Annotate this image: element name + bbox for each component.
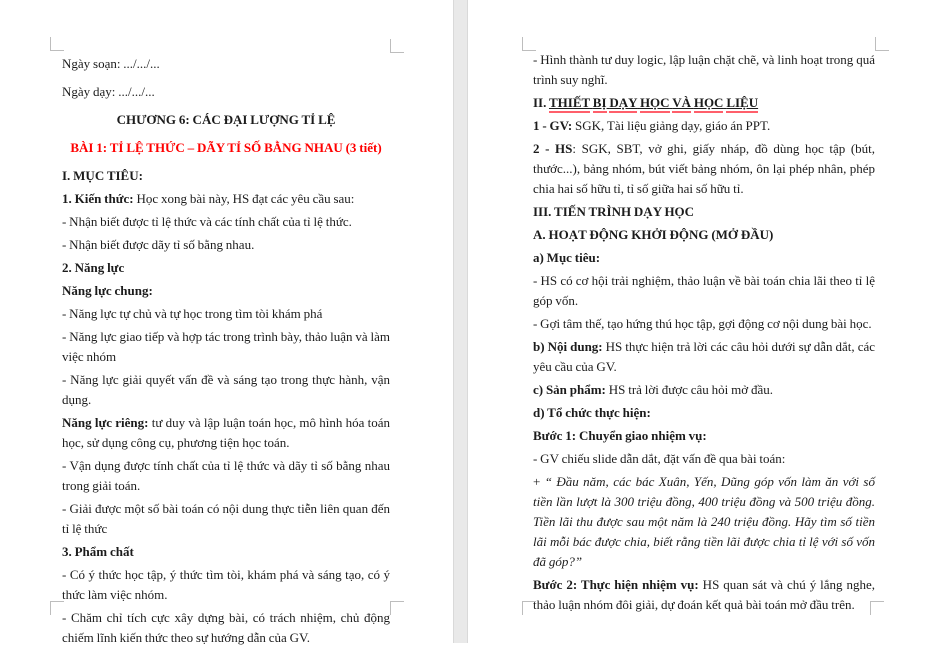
paragraph[interactable]	[62, 370, 390, 410]
text-run: - Vận dụng được tính chất của tỉ lệ thức và dãy tỉ số bằng nhau trong giải toán.	[62, 458, 390, 493]
paragraph[interactable]	[62, 542, 390, 562]
text-run: d) Tổ chức thực hiện:	[533, 405, 651, 420]
crop-mark	[390, 39, 404, 53]
paragraph[interactable]	[62, 138, 390, 158]
paragraph[interactable]	[533, 426, 875, 446]
paragraph[interactable]	[62, 82, 390, 102]
text-run: - Nhận biết được tỉ lệ thức và các tính chất của tỉ lệ thức.	[62, 214, 352, 229]
paragraph[interactable]	[62, 608, 390, 648]
spellcheck-underlined-word: THIẾT	[549, 95, 590, 113]
crop-mark	[522, 601, 536, 615]
crop-mark	[390, 601, 404, 615]
text-run: a) Mục tiêu:	[533, 250, 601, 265]
paragraph[interactable]	[533, 50, 875, 90]
text-run: - Năng lực giao tiếp và hợp tác trong trình bày, thảo luận và làm việc nhóm	[62, 329, 390, 364]
page-1-text-area[interactable]	[62, 54, 390, 651]
text-run: c) Sản phẩm:	[533, 382, 606, 397]
paragraph[interactable]	[62, 54, 390, 74]
text-run: 1 - GV:	[533, 118, 573, 133]
text-run: Năng lực chung:	[62, 283, 153, 298]
crop-mark	[522, 37, 536, 51]
text-run: I. MỤC TIÊU:	[62, 168, 143, 183]
crop-mark	[875, 37, 889, 51]
text-run: - Hình thành tư duy logic, lập luận chặt chẽ, và linh hoạt trong quá trình suy nghĩ.	[533, 52, 875, 87]
paragraph[interactable]	[62, 212, 390, 232]
paragraph[interactable]	[533, 337, 875, 377]
text-run: - HS có cơ hội trải nghiệm, thảo luận về bài toán chia lãi theo tỉ lệ góp vốn.	[533, 273, 875, 308]
text-run: - Năng lực giải quyết vấn đề và sáng tạo trong thực hành, vận dụng.	[62, 372, 390, 407]
spellcheck-underlined-word: HỌC	[640, 95, 670, 113]
paragraph[interactable]	[62, 258, 390, 278]
text-run: Học xong bài này, HS đạt các yêu cầu sau:	[133, 191, 355, 206]
text-run: SGK, Tài liệu giảng dạy, giáo án PPT.	[572, 118, 771, 133]
text-run: - Năng lực tự chủ và tự học trong tìm tòi khám phá	[62, 306, 323, 321]
paragraph[interactable]	[62, 166, 390, 186]
text-run: HS quan sát và chú ý lắng nghe, thảo luận nhóm đôi giải, dự đoán kết quả bài toán mở đầu trên.	[533, 577, 875, 612]
paragraph[interactable]	[62, 281, 390, 301]
text-run: 3. Phẩm chất	[62, 544, 134, 559]
text-run: BÀI 1: TỈ LỆ THỨC – DÃY TỈ SỐ BẰNG NHAU (3 tiết)	[70, 140, 382, 155]
text-run: - Có ý thức học tập, ý thức tìm tòi, khám phá và sáng tạo, có ý thức làm việc nhóm.	[62, 567, 390, 602]
paragraph[interactable]	[533, 139, 875, 199]
text-run: 2. Năng lực	[62, 260, 125, 275]
paragraph[interactable]	[62, 189, 390, 209]
paragraph[interactable]	[533, 202, 875, 222]
text-run: Bước 1: Chuyển giao nhiệm vụ:	[533, 428, 707, 443]
text-run: - Gợi tâm thế, tạo hứng thú học tập, gợi động cơ nội dung bài học.	[533, 316, 872, 331]
crop-mark	[50, 601, 64, 615]
paragraph[interactable]	[533, 248, 875, 268]
crop-mark	[50, 37, 64, 51]
paragraph[interactable]	[533, 380, 875, 400]
paragraph[interactable]	[533, 403, 875, 423]
text-run: +	[533, 474, 545, 489]
text-run: b) Nội dung:	[533, 339, 603, 354]
text-run: HS trả lời được câu hỏi mở đầu.	[605, 382, 773, 397]
paragraph[interactable]	[62, 110, 390, 130]
text-run: : SGK, SBT, vở ghi, giấy nháp, đồ dùng học tập (bút, thước...), bảng nhóm, bút viết bảng nhóm, ôn lại phép nhân, phép chia hai số hữu tỉ, tỉ số giữa hai số hữu tỉ.	[533, 141, 876, 196]
paragraph[interactable]	[62, 304, 390, 324]
spellcheck-underlined-word: VÀ	[672, 95, 691, 113]
text-run: Ngày soạn: .../.../...	[62, 56, 160, 71]
text-run: III. TIẾN TRÌNH DẠY HỌC	[533, 204, 695, 219]
page-2-text-area[interactable]	[533, 50, 875, 618]
text-run: “ Đầu năm, các bác Xuân, Yến, Dũng góp vốn làm ăn với số tiền lần lượt là 300 triệu đồng, 400 triệu đồng và 500 triệu đồng. Tiền lãi thu được sau một năm là 240 triệu đồng. Hãy tìm số tiền lãi mỗi bác được chia, biết rằng tiền lãi được chia tỉ lệ với số vốn đã góp?”	[533, 474, 875, 569]
crop-mark	[870, 601, 884, 615]
paragraph[interactable]	[533, 449, 875, 469]
text-run: Bước 2: Thực hiện nhiệm vụ:	[533, 577, 699, 592]
spellcheck-underlined-word: LIỆU	[726, 95, 758, 113]
paragraph[interactable]	[62, 565, 390, 605]
spellcheck-underlined-word: HỌC	[694, 95, 724, 113]
paragraph[interactable]	[533, 271, 875, 311]
paragraph[interactable]	[62, 235, 390, 255]
text-run: - GV chiếu slide dẫn dắt, đặt vấn đề qua bài toán:	[533, 451, 786, 466]
text-run: II.	[533, 95, 549, 110]
text-run: - Nhận biết được dãy tỉ số bằng nhau.	[62, 237, 255, 252]
paragraph[interactable]	[533, 314, 875, 334]
text-run: A. HOẠT ĐỘNG KHỞI ĐỘNG (MỞ ĐẦU)	[533, 227, 774, 242]
text-run: - Giải được một số bài toán có nội dung thực tiễn liên quan đến tỉ lệ thức	[62, 501, 390, 536]
text-run: Ngày dạy: .../.../...	[62, 84, 155, 99]
paragraph[interactable]	[62, 499, 390, 539]
paragraph[interactable]	[533, 472, 875, 572]
text-run: HS thực hiện trả lời các câu hỏi dưới sự dẫn dắt, các yêu cầu của GV.	[533, 339, 876, 374]
paragraph[interactable]	[62, 456, 390, 496]
text-run: 2 - HS	[533, 141, 573, 156]
text-run	[549, 95, 758, 113]
paragraph[interactable]	[62, 327, 390, 367]
text-run: 1. Kiến thức:	[62, 191, 134, 206]
paragraph[interactable]	[533, 116, 875, 136]
paragraph[interactable]	[533, 93, 875, 113]
text-run: tư duy và lập luận toán học, mô hình hóa toán học, sử dụng công cụ, phương tiện học toán.	[62, 415, 390, 450]
paragraph[interactable]	[533, 575, 875, 615]
spellcheck-underlined-word: BỊ	[593, 95, 607, 113]
text-run: CHƯƠNG 6: CÁC ĐẠI LƯỢNG TỈ LỆ	[116, 112, 336, 127]
spellcheck-underlined-word: DẠY	[609, 95, 637, 113]
paragraph[interactable]	[533, 225, 875, 245]
text-run: - Chăm chỉ tích cực xây dựng bài, có trách nhiệm, chủ động chiếm lĩnh kiến thức theo sự hướng dẫn của GV.	[62, 610, 390, 645]
paragraph[interactable]	[62, 413, 390, 453]
page-gap	[453, 0, 468, 643]
text-run: Năng lực riêng:	[62, 415, 149, 430]
